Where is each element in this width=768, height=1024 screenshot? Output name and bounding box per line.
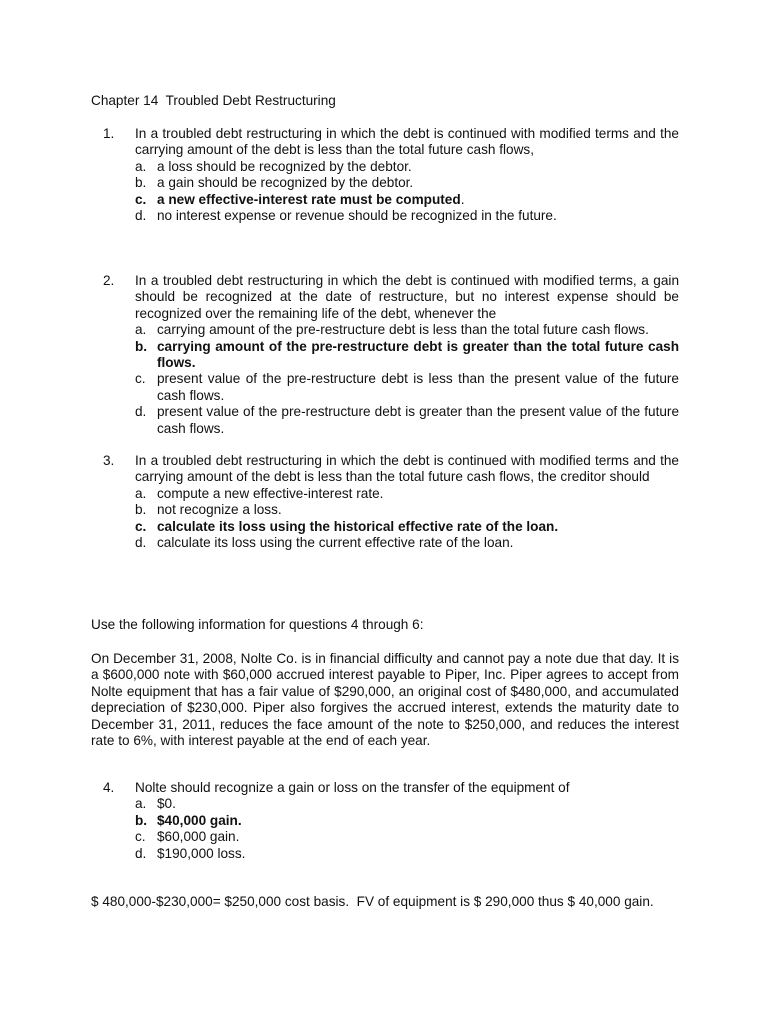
option-letter: b. xyxy=(135,812,148,828)
question-stem: In a troubled debt restructuring in which the debt is continued with modified terms, a gain should be recognized at the date of restructure, but no interest expense should be recognized over the remaining life of the debt, whenever the xyxy=(135,273,679,321)
option-text: not recognize a loss. xyxy=(157,502,282,518)
option-text: calculate its loss using the current effective rate of the loan. xyxy=(157,535,514,551)
option-letter: d. xyxy=(135,404,147,420)
option-letter: a. xyxy=(135,796,147,812)
question-stem: In a troubled debt restructuring in which the debt is continued with modified terms and the carrying amount of the debt is less than the total future cash flows, xyxy=(135,126,679,158)
answer-option xyxy=(135,846,679,862)
answer-option xyxy=(135,371,679,404)
option-text: a new effective-interest rate must be computed xyxy=(157,191,461,207)
option-letter: d. xyxy=(135,208,147,224)
option-text: a gain should be recognized by the debtor. xyxy=(157,175,414,191)
option-text: $0. xyxy=(157,796,176,812)
question-number: 4. xyxy=(103,780,115,795)
question-number: 1. xyxy=(103,126,115,141)
option-text: compute a new effective-interest rate. xyxy=(157,485,384,501)
option-suffix: . xyxy=(460,191,465,207)
question-stem: In a troubled debt restructuring in which the debt is continued with modified terms and the carrying amount of the debt is less than the total future cash flows, the creditor should xyxy=(135,453,679,485)
question-3 xyxy=(91,453,679,551)
option-text: $40,000 gain. xyxy=(157,812,242,828)
option-text: carrying amount of the pre-restructure debt is less than the total future cash flows. xyxy=(157,322,649,338)
option-text: no interest expense or revenue should be recognized in the future. xyxy=(157,208,557,224)
option-letter: b. xyxy=(135,502,147,518)
option-letter: c. xyxy=(135,371,146,387)
question-2 xyxy=(91,273,679,437)
option-text: present value of the pre-restructure debt is greater than the present value of the future cash flows. xyxy=(157,404,679,436)
option-letter: d. xyxy=(135,535,147,551)
option-letter: b. xyxy=(135,175,147,191)
option-text: $190,000 loss. xyxy=(157,845,246,861)
chapter-title: Chapter 14 Troubled Debt Restructuring xyxy=(91,93,336,108)
option-letter: a. xyxy=(135,485,147,501)
question-number: 2. xyxy=(103,273,115,288)
option-letter: d. xyxy=(135,845,147,861)
answer-option xyxy=(135,159,679,175)
question-number: 3. xyxy=(103,453,115,468)
answer-option xyxy=(135,502,679,518)
option-letter: a. xyxy=(135,158,147,174)
option-text: present value of the pre-restructure debt is less than the present value of the future cash flows. xyxy=(157,371,679,403)
question-4 xyxy=(91,780,679,862)
correct-answer-option xyxy=(135,519,679,535)
correct-answer-option xyxy=(135,192,679,208)
option-text: $60,000 gain. xyxy=(157,829,240,845)
answer-option xyxy=(135,535,679,551)
solution-note: $ 480,000-$230,000= $250,000 cost basis. FV of equipment is $ 290,000 thus $ 40,000 gain. xyxy=(91,894,654,909)
scenario-paragraph: On December 31, 2008, Nolte Co. is in financial difficulty and cannot pay a note due that day. It is a $600,000 note with $60,000 accrued interest payable to Piper, Inc. Piper agrees to accept from Nolte equipment that has a fair value of $290,000, an original cost of $480,000, and accumulated depreciation of $230,000. Piper also forgives the accrued interest, extends the maturity date to December 31, 2011, reduces the face amount of the note to $250,000, and reduces the interest rate to 6%, with interest payable at the end of each year. xyxy=(91,651,679,749)
question-stem: Nolte should recognize a gain or loss on the transfer of the equipment of xyxy=(135,780,570,795)
option-letter: c. xyxy=(135,191,147,207)
answer-option xyxy=(135,829,679,845)
correct-answer-option xyxy=(135,813,679,829)
correct-answer-option xyxy=(135,339,679,372)
option-letter: b. xyxy=(135,338,148,354)
intro-text: Use the following information for questions 4 through 6: xyxy=(91,617,424,632)
answer-option xyxy=(135,175,679,191)
answer-option xyxy=(135,208,679,224)
answer-option xyxy=(135,486,679,502)
option-letter: c. xyxy=(135,518,147,534)
option-text: carrying amount of the pre-restructure debt is greater than the total future cash flows. xyxy=(157,338,679,371)
answer-option xyxy=(135,404,679,437)
question-1 xyxy=(91,126,679,224)
option-letter: a. xyxy=(135,322,147,338)
option-letter: c. xyxy=(135,829,146,845)
option-text: calculate its loss using the historical effective rate of the loan. xyxy=(157,518,559,534)
answer-option xyxy=(135,796,679,812)
option-text: a loss should be recognized by the debtor. xyxy=(157,158,412,174)
answer-option xyxy=(135,322,679,338)
